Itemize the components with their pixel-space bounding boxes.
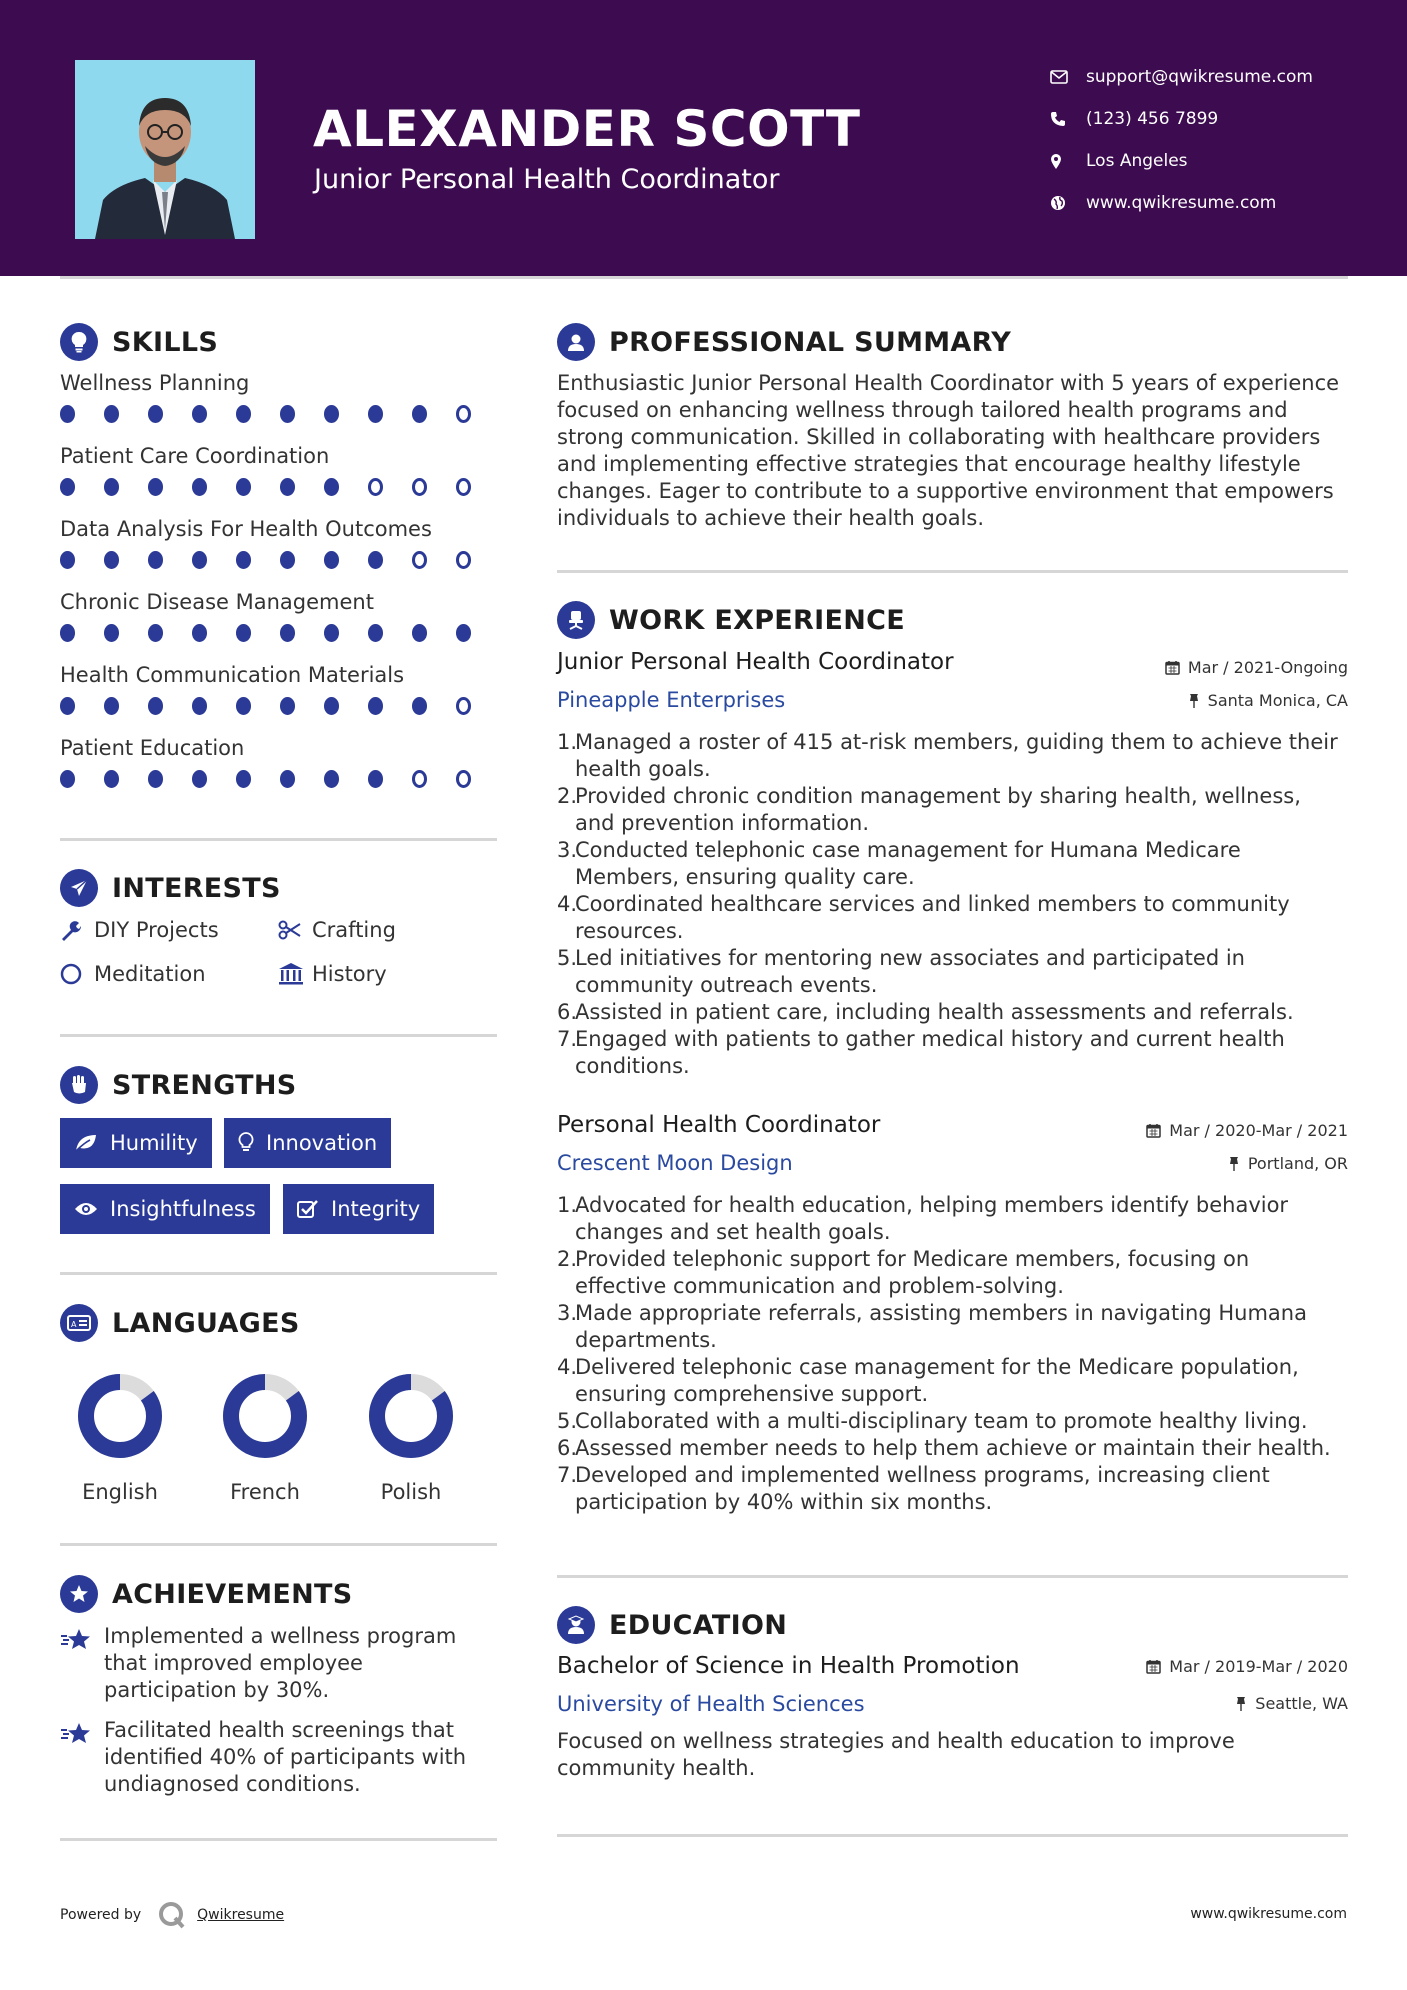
rating-dot-empty [412,478,427,496]
duty-item: Engaged with patients to gather medical history and current health conditions. [575,1027,1285,1078]
strength-badge [283,1184,434,1234]
phone-icon [1050,111,1080,127]
duty-item: Assessed member needs to help them achieve or maintain their health. [575,1436,1331,1460]
duty-item: Managed a roster of 415 at-risk members, guiding them to achieve their health goals. [575,730,1338,781]
contact-website[interactable] [1050,182,1313,224]
job-title: Personal Health Coordinator [557,1112,881,1138]
skill-item [60,517,500,569]
rating-dot-filled [280,770,295,788]
rating-dot-filled [324,624,339,642]
job-duties [557,1192,1347,1516]
skill-item [60,590,500,642]
skill-rating [60,478,500,496]
rating-dot-filled [104,405,119,423]
duty-item: Assisted in patient care, including health assessments and referrals. [575,1000,1294,1024]
museum-icon [278,962,304,986]
interests-heading [60,869,281,907]
star-icon [60,1623,104,1704]
eye-icon [74,1201,98,1217]
language-donut [215,1366,315,1466]
rating-dot-filled [148,405,163,423]
pushpin-icon [1228,1156,1240,1172]
rating-dot-filled [456,624,471,642]
language-label: English [82,1480,158,1504]
strength-badge [60,1118,212,1168]
language-card-icon [60,1304,98,1342]
contact-website-text: www.qwikresume.com [1086,193,1277,213]
checkbox-icon [297,1199,319,1219]
achievements-title: ACHIEVEMENTS [112,1578,353,1610]
languages-title: LANGUAGES [112,1307,300,1339]
footer-branding [60,1900,284,1930]
skill-rating [60,624,500,642]
duty-item: Developed and implemented wellness programs, increasing client participation by 40% within six months. [575,1463,1270,1514]
rating-dot-empty [456,405,471,423]
interest-label: Crafting [312,918,396,942]
pushpin-icon [1188,693,1200,709]
strength-badge [60,1184,270,1234]
rating-dot-filled [412,697,427,715]
achievement-text: Facilitated health screenings that identified 40% of participants with undiagnosed conditions. [104,1718,467,1796]
strengths-heading [60,1066,297,1104]
map-pin-icon [1050,153,1080,170]
job-dates [1165,658,1348,677]
skill-rating [60,697,500,715]
strengths-title: STRENGTHS [112,1069,297,1101]
contact-location [1050,140,1313,182]
envelope-icon [1050,70,1080,84]
strength-label: Insightfulness [110,1197,256,1221]
rating-dot-empty [412,770,427,788]
education-dates [1146,1657,1348,1676]
interest-label: DIY Projects [94,918,219,942]
duty-item: Provided telephonic support for Medicare members, focusing on effective communication and problem-solving. [575,1247,1250,1298]
degree-title: Bachelor of Science in Health Promotion [557,1653,1020,1679]
skill-item [60,663,500,715]
interest-item [60,918,219,942]
skill-item [60,444,500,496]
interests-title: INTERESTS [112,872,281,904]
rating-dot-filled [60,478,75,496]
summary-heading [557,323,1011,361]
rating-dot-filled [280,624,295,642]
rating-dot-filled [192,478,207,496]
rating-dot-filled [280,405,295,423]
company-name: Crescent Moon Design [557,1151,793,1175]
education-dates-text: Mar / 2019-Mar / 2020 [1169,1657,1348,1676]
rating-dot-filled [148,478,163,496]
resume-header [0,0,1407,276]
rating-dot-filled [280,478,295,496]
contact-phone[interactable] [1050,98,1313,140]
rating-dot-filled [104,551,119,569]
languages-heading [60,1304,300,1342]
education-title: EDUCATION [609,1609,788,1641]
strength-label: Innovation [266,1131,378,1155]
contact-email[interactable] [1050,56,1313,98]
rating-dot-filled [148,551,163,569]
language-donut [70,1366,170,1466]
skill-name: Wellness Planning [60,371,250,395]
section-divider [60,838,497,841]
achievement-item [60,1623,500,1704]
rating-dot-filled [148,624,163,642]
job-location [1188,691,1348,710]
interest-item [278,918,396,942]
rating-dot-filled [104,624,119,642]
footer-website[interactable]: www.qwikresume.com [1190,1906,1347,1922]
circle-icon [60,963,86,985]
star-badge-icon [60,1575,98,1613]
rating-dot-filled [368,624,383,642]
rating-dot-filled [412,405,427,423]
rating-dot-filled [60,697,75,715]
language-item [215,1366,315,1504]
lightbulb-icon [238,1132,254,1154]
rating-dot-empty [456,478,471,496]
job-location [1228,1154,1348,1173]
rating-dot-filled [236,697,251,715]
scissors-icon [278,920,304,940]
rating-dot-filled [236,551,251,569]
rating-dot-filled [192,624,207,642]
duty-item: Provided chronic condition management by sharing health, wellness, and prevention information. [575,784,1301,835]
calendar-icon [1146,1659,1161,1674]
job-location-text: Portland, OR [1247,1154,1348,1173]
skill-item [60,736,500,788]
duty-item: Conducted telephonic case management for Humana Medicare Members, ensuring quality care. [575,838,1241,889]
skill-item [60,371,500,423]
duty-item: Coordinated healthcare services and linked members to community resources. [575,892,1290,943]
summary-title: PROFESSIONAL SUMMARY [609,326,1012,358]
contact-location-text: Los Angeles [1086,151,1188,171]
rating-dot-filled [104,478,119,496]
language-label: Polish [380,1480,442,1504]
rating-dot-filled [192,770,207,788]
pushpin-icon [1235,1696,1247,1712]
rating-dot-filled [280,551,295,569]
rating-dot-filled [324,478,339,496]
wrench-icon [60,919,86,941]
rating-dot-filled [236,624,251,642]
language-label: French [230,1480,300,1504]
candidate-name: ALEXANDER SCOTT [313,100,861,158]
rating-dot-filled [192,405,207,423]
section-divider [60,1272,497,1275]
contact-phone-text: (123) 456 7899 [1086,109,1219,129]
rating-dot-filled [60,551,75,569]
strength-label: Humility [110,1131,198,1155]
language-item [361,1366,461,1504]
skill-rating [60,405,500,423]
rating-dot-filled [60,624,75,642]
skill-rating [60,551,500,569]
lightbulb-icon [60,323,98,361]
job-dates [1146,1121,1348,1140]
strength-label: Integrity [331,1197,421,1221]
skill-name: Data Analysis For Health Outcomes [60,517,432,541]
duty-item: Advocated for health education, helping members identify behavior changes and set health goals. [575,1193,1289,1244]
section-divider [557,1834,1348,1837]
duty-item: Collaborated with a multi-disciplinary team to promote healthy living. [575,1409,1308,1433]
qwikresume-link[interactable]: Qwikresume [197,1907,285,1923]
rating-dot-filled [324,551,339,569]
rating-dot-filled [60,405,75,423]
rating-dot-filled [368,770,383,788]
section-divider [60,1838,497,1841]
candidate-title: Junior Personal Health Coordinator [314,164,780,195]
rating-dot-empty [412,551,427,569]
calendar-icon [1146,1123,1161,1138]
rating-dot-filled [236,770,251,788]
contact-list [1050,56,1313,224]
profile-photo [75,60,255,239]
rating-dot-filled [324,770,339,788]
job-duties [557,729,1347,1080]
rating-dot-filled [236,405,251,423]
contact-email-text: support@qwikresume.com [1086,67,1313,87]
achievements-heading [60,1575,353,1613]
powered-by-text: Powered by [60,1907,142,1923]
language-item [70,1366,170,1504]
education-description: Focused on wellness strategies and health education to improve community health. [557,1729,1235,1780]
skill-name: Chronic Disease Management [60,590,374,614]
rating-dot-filled [192,551,207,569]
rating-dot-filled [324,697,339,715]
paper-plane-icon [60,869,98,907]
rating-dot-filled [148,697,163,715]
job-location-text: Santa Monica, CA [1207,691,1348,710]
rating-dot-filled [280,697,295,715]
rating-dot-filled [368,697,383,715]
interest-label: History [312,962,387,986]
education-location-text: Seattle, WA [1255,1694,1348,1713]
section-divider [557,1575,1348,1578]
section-divider [557,570,1348,573]
fist-icon [60,1066,98,1104]
interest-label: Meditation [94,962,206,986]
achievement-item [60,1717,500,1798]
rating-dot-filled [148,770,163,788]
duty-item: Led initiatives for mentoring new associates and participated in community outreach events. [575,946,1245,997]
company-name: Pineapple Enterprises [557,688,786,712]
rating-dot-empty [368,478,383,496]
strength-badge [224,1118,391,1168]
duty-item: Delivered telephonic case management for the Medicare population, ensuring comprehensive support. [575,1355,1299,1406]
job-dates-text: Mar / 2021-Ongoing [1187,658,1348,677]
summary-text: Enthusiastic Junior Personal Health Coordinator with 5 years of experience focused on enhancing wellness through tailored health programs and strong communication. Skilled in collaborating with healthcare providers and implementing effective strategies that encourage healthy lifestyle changes. Eager to contribute to a supportive environment that empowers individuals to achieve their health goals. [557,371,1340,530]
leaf-icon [74,1133,98,1153]
rating-dot-empty [456,697,471,715]
rating-dot-filled [104,770,119,788]
skill-name: Health Communication Materials [60,663,405,687]
experience-title: WORK EXPERIENCE [609,604,905,636]
skills-heading [60,323,218,361]
svg-text:A: A [71,1320,77,1329]
rating-dot-filled [60,770,75,788]
section-divider [60,1543,497,1546]
star-icon [60,1717,104,1798]
rating-dot-empty [456,551,471,569]
rating-dot-filled [104,697,119,715]
rating-dot-filled [368,405,383,423]
school-name: University of Health Sciences [557,1692,865,1716]
qwikresume-logo-icon [157,1900,187,1930]
skill-rating [60,770,500,788]
rating-dot-filled [192,697,207,715]
language-donut [361,1366,461,1466]
rating-dot-filled [236,478,251,496]
rating-dot-filled [368,551,383,569]
header-divider [60,276,1348,279]
rating-dot-filled [412,624,427,642]
education-heading [557,1606,787,1644]
achievement-text: Implemented a wellness program that improved employee participation by 30%. [104,1624,457,1702]
education-location [1235,1694,1348,1713]
skills-title: SKILLS [112,326,219,358]
rating-dot-filled [324,405,339,423]
duty-item: Made appropriate referrals, assisting members in navigating Humana departments. [575,1301,1307,1352]
globe-icon [1050,195,1080,211]
skill-name: Patient Care Coordination [60,444,330,468]
section-divider [60,1034,497,1037]
interest-item [278,962,387,986]
office-chair-icon [557,601,595,639]
interest-item [60,962,206,986]
skill-name: Patient Education [60,736,245,760]
rating-dot-empty [456,770,471,788]
experience-heading [557,601,905,639]
job-title: Junior Personal Health Coordinator [557,649,954,675]
calendar-icon [1165,660,1180,675]
job-dates-text: Mar / 2020-Mar / 2021 [1169,1121,1348,1140]
user-icon [557,323,595,361]
graduate-icon [557,1606,595,1644]
